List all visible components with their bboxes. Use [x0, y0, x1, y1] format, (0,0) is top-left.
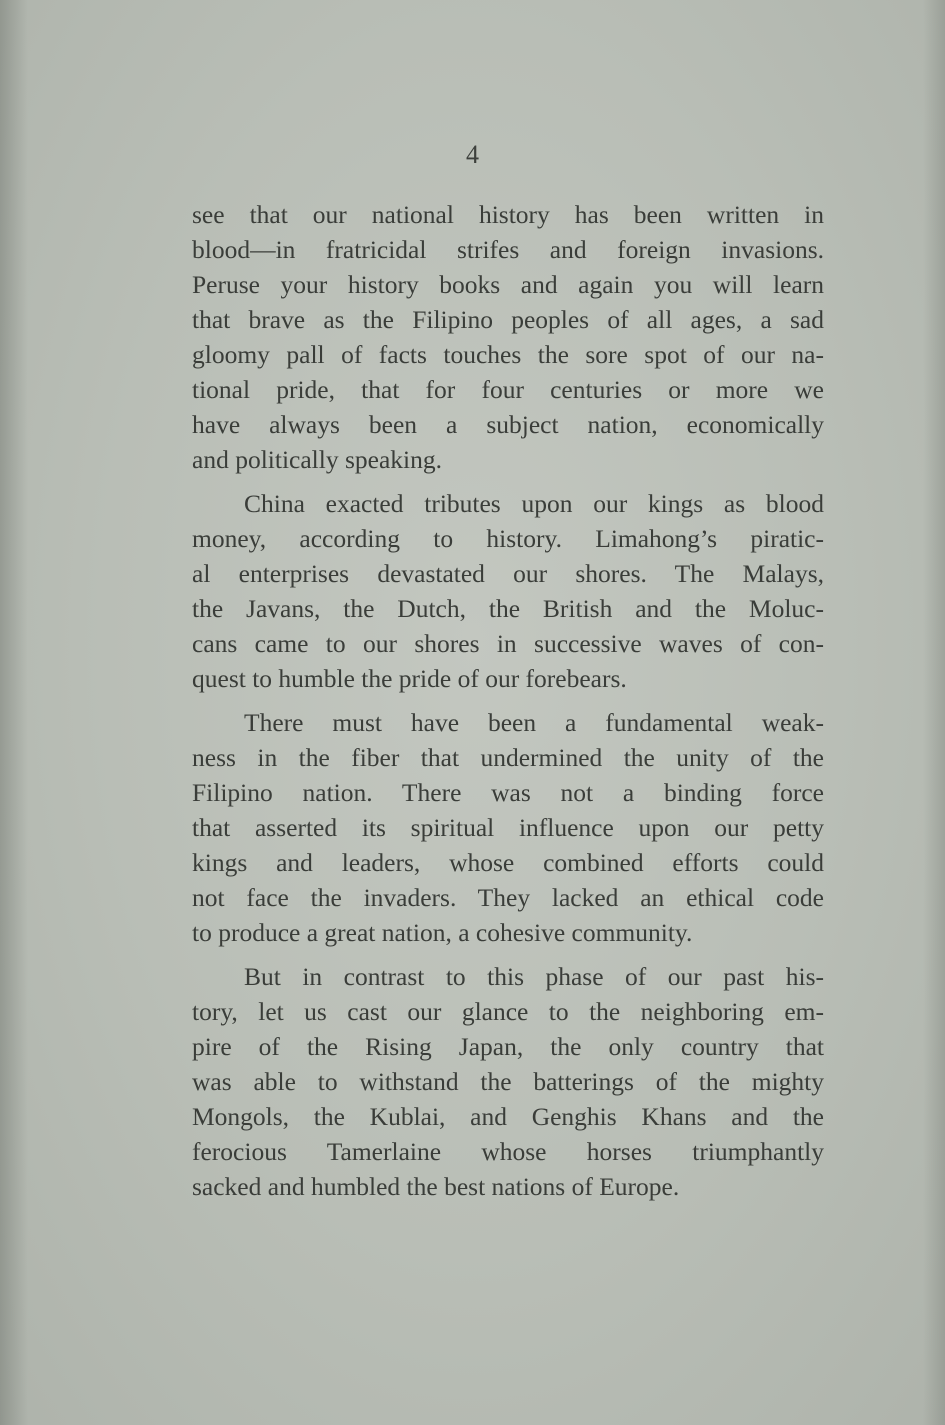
- text-line: have always been a subject nation, economically: [192, 410, 824, 439]
- text-line: China exacted tributes upon our kings as blood: [244, 489, 824, 518]
- text-line: and politically speaking.: [192, 445, 442, 474]
- text-line: see that our national history has been written in: [192, 200, 824, 229]
- text-line: al enterprises devastated our shores. The Malays,: [192, 559, 824, 588]
- text-line: gloomy pall of facts touches the sore spot of our na-: [192, 340, 824, 369]
- text-line: that brave as the Filipino peoples of all ages, a sad: [192, 305, 824, 334]
- text-line: that asserted its spiritual influence upon our petty: [192, 813, 824, 842]
- text-line: money, according to history. Limahong’s piratic-: [192, 524, 824, 553]
- text-line: blood—in fratricidal strifes and foreign invasions.: [192, 235, 824, 264]
- text-line: There must have been a fundamental weak-: [244, 708, 824, 737]
- text-line: cans came to our shores in successive waves of con-: [192, 629, 824, 658]
- text-line: ness in the fiber that undermined the unity of the: [192, 743, 824, 772]
- text-line: Mongols, the Kublai, and Genghis Khans and the: [192, 1102, 824, 1131]
- text-line: Peruse your history books and again you will learn: [192, 270, 824, 299]
- text-line: not face the invaders. They lacked an ethical code: [192, 883, 824, 912]
- page-number: 4: [466, 140, 479, 169]
- text-line: quest to humble the pride of our forebears.: [192, 664, 627, 693]
- body-text: [192, 197, 824, 1213]
- paragraph-4: [192, 959, 824, 1204]
- text-line: But in contrast to this phase of our past his-: [244, 962, 824, 991]
- text-line: the Javans, the Dutch, the British and the Moluc-: [192, 594, 824, 623]
- paragraph-1: [192, 197, 824, 477]
- paragraph-3: [192, 705, 824, 950]
- text-line: sacked and humbled the best nations of Europe.: [192, 1172, 680, 1201]
- paragraph-2: [192, 486, 824, 696]
- text-line: Filipino nation. There was not a binding force: [192, 778, 824, 807]
- text-line: pire of the Rising Japan, the only country that: [192, 1032, 824, 1061]
- text-line: kings and leaders, whose combined efforts could: [192, 848, 824, 877]
- text-line: tory, let us cast our glance to the neighboring em-: [192, 997, 824, 1026]
- text-line: to produce a great nation, a cohesive community.: [192, 918, 693, 947]
- text-line: was able to withstand the batterings of the mighty: [192, 1067, 824, 1096]
- text-line: ferocious Tamerlaine whose horses triumphantly: [192, 1137, 824, 1166]
- text-line: tional pride, that for four centuries or more we: [192, 375, 824, 404]
